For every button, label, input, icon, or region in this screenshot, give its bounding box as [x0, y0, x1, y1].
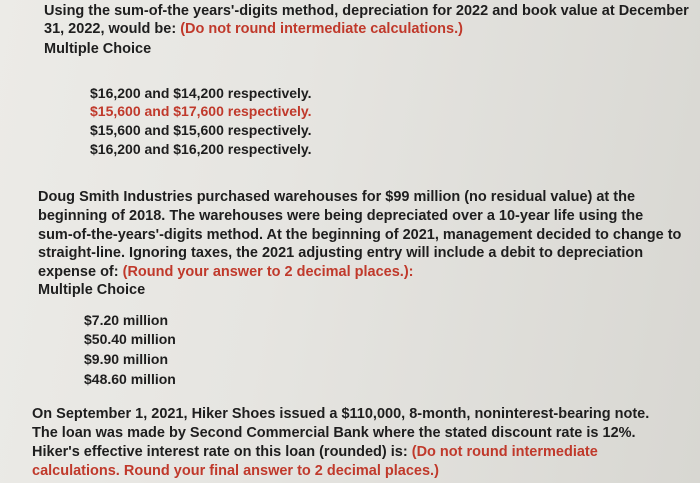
q2-text-line-2: beginning of 2018. The warehouses were being depreciated over a 10-year life using the [38, 208, 644, 224]
q2-option-a[interactable]: $7.20 million [84, 312, 169, 328]
q1-option-c[interactable]: $15,600 and $15,600 respectively. [90, 122, 312, 138]
q3-text-line-2: The loan was made by Second Commercial Bank where the stated discount rate is 12%. [32, 425, 636, 441]
q2-option-b[interactable]: $50.40 million [84, 331, 176, 347]
q2-text-line-5-start: expense of: [38, 264, 123, 280]
q2-option-d[interactable]: $48.60 million [84, 371, 176, 387]
q3-instruction-note-end: calculations. Round your final answer to 2 decimal places.) [32, 463, 439, 479]
q1-text-line-2 [44, 20, 463, 38]
q1-option-b[interactable]: $15,600 and $17,600 respectively. [90, 103, 312, 119]
q2-option-c[interactable]: $9.90 million [84, 351, 169, 367]
q2-text-line-4: straight-line. Ignoring taxes, the 2021 adjusting entry will include a debit to depreciation [38, 245, 644, 261]
q3-instruction-note-start: (Do not round intermediate [411, 444, 598, 460]
q2-multiple-choice-label: Multiple Choice [38, 282, 146, 298]
q3-text-line-3 [32, 443, 598, 461]
q1-option-d[interactable]: $16,200 and $16,200 respectively. [90, 141, 312, 157]
q2-text-line-3: sum-of-the-years'-digits method. At the beginning of 2021, management decided to change to [38, 227, 682, 243]
q2-instruction-note: (Round your answer to 2 decimal places.): [122, 264, 414, 280]
q2-text-line-5 [38, 263, 413, 281]
q1-text-line-2-start: 31, 2022, would be: [44, 21, 181, 37]
q3-text-line-1: On September 1, 2021, Hiker Shoes issued a $110,000, 8-month, noninterest-bearing note. [32, 406, 650, 422]
q1-multiple-choice-label: Multiple Choice [44, 41, 152, 57]
q1-text-line-1: Using the sum-of-the years'-digits method, depreciation for 2022 and book value at December [44, 3, 689, 19]
q1-instruction-note: (Do not round intermediate calculations.) [180, 21, 463, 37]
q2-text-line-1: Doug Smith Industries purchased warehouses for $99 million (no residual value) at the [38, 189, 636, 205]
q1-option-a[interactable]: $16,200 and $14,200 respectively. [90, 85, 312, 101]
q3-text-line-3-start: Hiker's effective interest rate on this loan (rounded) is: [32, 444, 412, 460]
